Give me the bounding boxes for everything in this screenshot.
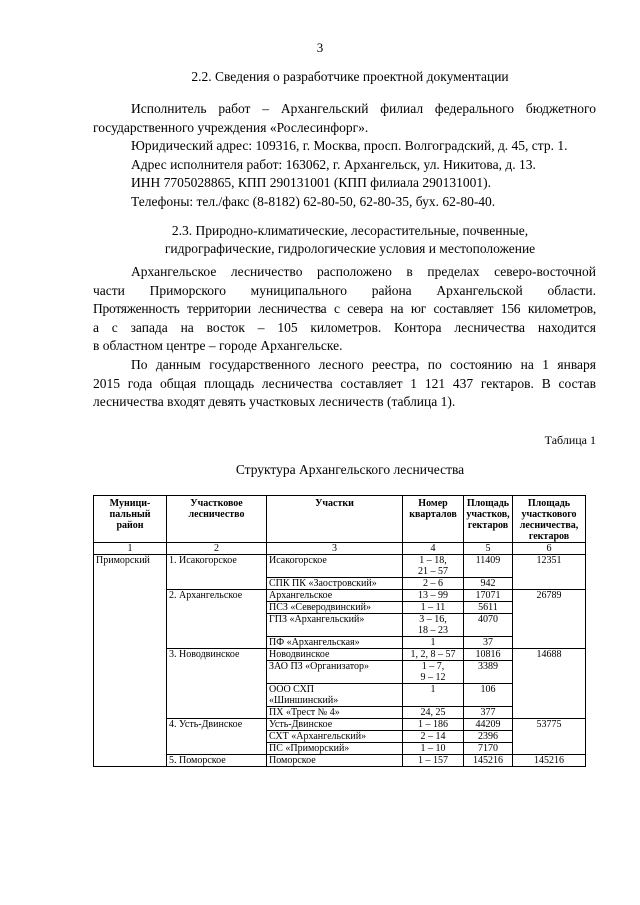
section-2-2-heading: 2.2. Сведения о разработчике проектной документации — [191, 69, 509, 84]
table-row — [94, 661, 586, 684]
section-2-3-paragraph-2 — [93, 356, 596, 412]
forestry-cell: 2. Архангельское — [167, 590, 267, 602]
total-area-cell: 53775 — [513, 719, 586, 731]
area-cell: 942 — [464, 578, 513, 590]
quarters-cell: 1 – 18, 21 – 57 — [403, 555, 464, 578]
part-cell: Поморское — [267, 755, 403, 767]
part-cell: СХТ «Архангельский» — [267, 731, 403, 743]
quarters-cell: 2 – 6 — [403, 578, 464, 590]
column-header: Площадь участков, гектаров — [464, 496, 513, 543]
total-area-cell — [513, 602, 586, 614]
text-line: 2015 года общая площадь лесничества составляет 1 121 437 гектаров. В состав — [93, 375, 596, 391]
text-line: Протяженность территории лесничества с севера на юг составляет 156 километров, — [93, 301, 596, 317]
column-number: 5 — [464, 543, 513, 555]
total-area-cell — [513, 731, 586, 743]
part-cell: ПФ «Архангельская» — [267, 637, 403, 649]
heading-line: 2.3. Природно-климатические, лесорастительные, почвенные, — [171, 223, 529, 238]
district-cell — [94, 684, 167, 707]
area-cell: 5611 — [464, 602, 513, 614]
area-cell: 7170 — [464, 743, 513, 755]
section-2-2-body — [93, 100, 596, 212]
forestry-cell — [167, 578, 267, 590]
forestry-cell — [167, 661, 267, 684]
total-area-cell: 145216 — [513, 755, 586, 767]
part-cell: Исакогорское — [267, 555, 403, 578]
column-number-row — [94, 543, 586, 555]
table-row — [94, 649, 586, 661]
area-cell: 377 — [464, 707, 513, 719]
forestry-structure-table — [93, 495, 586, 767]
total-area-cell — [513, 614, 586, 637]
column-header: Номер кварталов — [403, 496, 464, 543]
quarters-cell: 2 – 14 — [403, 731, 464, 743]
part-cell: ЗАО ПЗ «Организатор» — [267, 661, 403, 684]
text-line: По данным государственного лесного реестра, по состоянию на 1 января — [131, 357, 596, 372]
text-line: лесничества входят девять участковых лесничеств (таблица 1). — [93, 394, 456, 410]
table-row — [94, 731, 586, 743]
district-cell — [94, 614, 167, 637]
part-cell: СПК ПК «Заостровский» — [267, 578, 403, 590]
column-header: Площадь участкового лесничества, гектаров — [513, 496, 586, 543]
area-cell: 145216 — [464, 755, 513, 767]
area-cell: 37 — [464, 637, 513, 649]
part-cell: ПСЗ «Северодвинский» — [267, 602, 403, 614]
part-cell: Архангельское — [267, 590, 403, 602]
heading-line: гидрографические, гидрологические условия и местоположение — [164, 241, 536, 256]
area-cell: 44209 — [464, 719, 513, 731]
section-2-3-paragraph-1 — [93, 263, 596, 356]
quarters-cell: 1 — [403, 637, 464, 649]
district-cell — [94, 578, 167, 590]
forestry-cell: 1. Исакогорское — [167, 555, 267, 578]
column-header: Участки — [267, 496, 403, 543]
table-row — [94, 555, 586, 578]
forestry-cell — [167, 602, 267, 614]
column-header: Муници- пальный район — [94, 496, 167, 543]
forestry-cell: 5. Поморское — [167, 755, 267, 767]
quarters-cell: 1, 2, 8 – 57 — [403, 649, 464, 661]
table-row — [94, 719, 586, 731]
table-row — [94, 602, 586, 614]
part-cell: Новодвинское — [267, 649, 403, 661]
column-number: 1 — [94, 543, 167, 555]
district-cell: Приморский — [94, 555, 167, 578]
area-cell: 17071 — [464, 590, 513, 602]
column-header: Участковое лесничество — [167, 496, 267, 543]
total-area-cell: 12351 — [513, 555, 586, 578]
forestry-cell — [167, 637, 267, 649]
table-row — [94, 755, 586, 767]
district-cell — [94, 637, 167, 649]
page-number: 3 — [316, 40, 324, 55]
area-cell: 3389 — [464, 661, 513, 684]
table-caption: Таблица 1 — [544, 433, 596, 447]
part-cell: ПС «Приморский» — [267, 743, 403, 755]
text-line: Адрес исполнителя работ: 163062, г. Архангельск, ул. Никитова, д. 13. — [131, 156, 536, 172]
table-row — [94, 707, 586, 719]
quarters-cell: 3 – 16, 18 – 23 — [403, 614, 464, 637]
quarters-cell: 1 – 11 — [403, 602, 464, 614]
district-cell — [94, 661, 167, 684]
column-number: 2 — [167, 543, 267, 555]
text-line: а с запада на восток – 105 километров. Контора лесничества находится — [93, 319, 596, 335]
area-cell: 10816 — [464, 649, 513, 661]
forestry-cell — [167, 614, 267, 637]
text-line: в областном центре – городе Архангельске. — [93, 338, 343, 354]
column-number: 6 — [513, 543, 586, 555]
quarters-cell: 13 – 99 — [403, 590, 464, 602]
column-number: 3 — [267, 543, 403, 555]
text-line: государственного учреждения «Рослесинфорг». — [93, 119, 369, 135]
table-row — [94, 743, 586, 755]
total-area-cell — [513, 578, 586, 590]
column-number: 4 — [403, 543, 464, 555]
part-cell: ГПЗ «Архангельский» — [267, 614, 403, 637]
table-header-row — [94, 496, 586, 543]
part-cell: Усть-Двинское — [267, 719, 403, 731]
quarters-cell: 1 – 10 — [403, 743, 464, 755]
district-cell — [94, 719, 167, 731]
total-area-cell — [513, 707, 586, 719]
text-line: Архангельское лесничество расположено в пределах северо-восточной — [131, 264, 596, 279]
part-cell: ПХ «Трест № 4» — [267, 707, 403, 719]
forestry-cell — [167, 731, 267, 743]
text-line: части Приморского муниципального района Архангельской области. — [93, 282, 596, 298]
table-row — [94, 590, 586, 602]
quarters-cell: 1 — [403, 684, 464, 707]
table-row — [94, 637, 586, 649]
table-row — [94, 684, 586, 707]
part-cell: ООО СХП «Шиншинский» — [267, 684, 403, 707]
text-line: Юридический адрес: 109316, г. Москва, просп. Волгоградский, д. 45, стр. 1. — [131, 138, 568, 154]
total-area-cell — [513, 637, 586, 649]
total-area-cell — [513, 684, 586, 707]
area-cell: 2396 — [464, 731, 513, 743]
area-cell: 11409 — [464, 555, 513, 578]
forestry-cell: 3. Новодвинское — [167, 649, 267, 661]
table-body — [94, 496, 586, 767]
forestry-cell: 4. Усть-Двинское — [167, 719, 267, 731]
quarters-cell: 1 – 7, 9 – 12 — [403, 661, 464, 684]
total-area-cell — [513, 661, 586, 684]
district-cell — [94, 743, 167, 755]
table-title: Структура Архангельского лесничества — [235, 462, 465, 477]
forestry-cell — [167, 684, 267, 707]
table-row — [94, 578, 586, 590]
forestry-cell — [167, 743, 267, 755]
district-cell — [94, 590, 167, 602]
total-area-cell: 14688 — [513, 649, 586, 661]
quarters-cell: 1 – 157 — [403, 755, 464, 767]
area-cell: 4070 — [464, 614, 513, 637]
text-line: Телефоны: тел./факс (8-8182) 62-80-50, 62-80-35, бух. 62-80-40. — [131, 193, 496, 209]
district-cell — [94, 602, 167, 614]
district-cell — [94, 731, 167, 743]
forestry-cell — [167, 707, 267, 719]
table-row — [94, 614, 586, 637]
district-cell — [94, 755, 167, 767]
total-area-cell: 26789 — [513, 590, 586, 602]
district-cell — [94, 649, 167, 661]
text-line: Исполнитель работ – Архангельский филиал федерального бюджетного — [131, 101, 596, 116]
quarters-cell: 24, 25 — [403, 707, 464, 719]
text-line: ИНН 7705028865, КПП 290131001 (КПП филиала 290131001). — [131, 175, 492, 191]
area-cell: 106 — [464, 684, 513, 707]
section-2-3-heading — [90, 222, 610, 258]
district-cell — [94, 707, 167, 719]
total-area-cell — [513, 743, 586, 755]
quarters-cell: 1 – 186 — [403, 719, 464, 731]
